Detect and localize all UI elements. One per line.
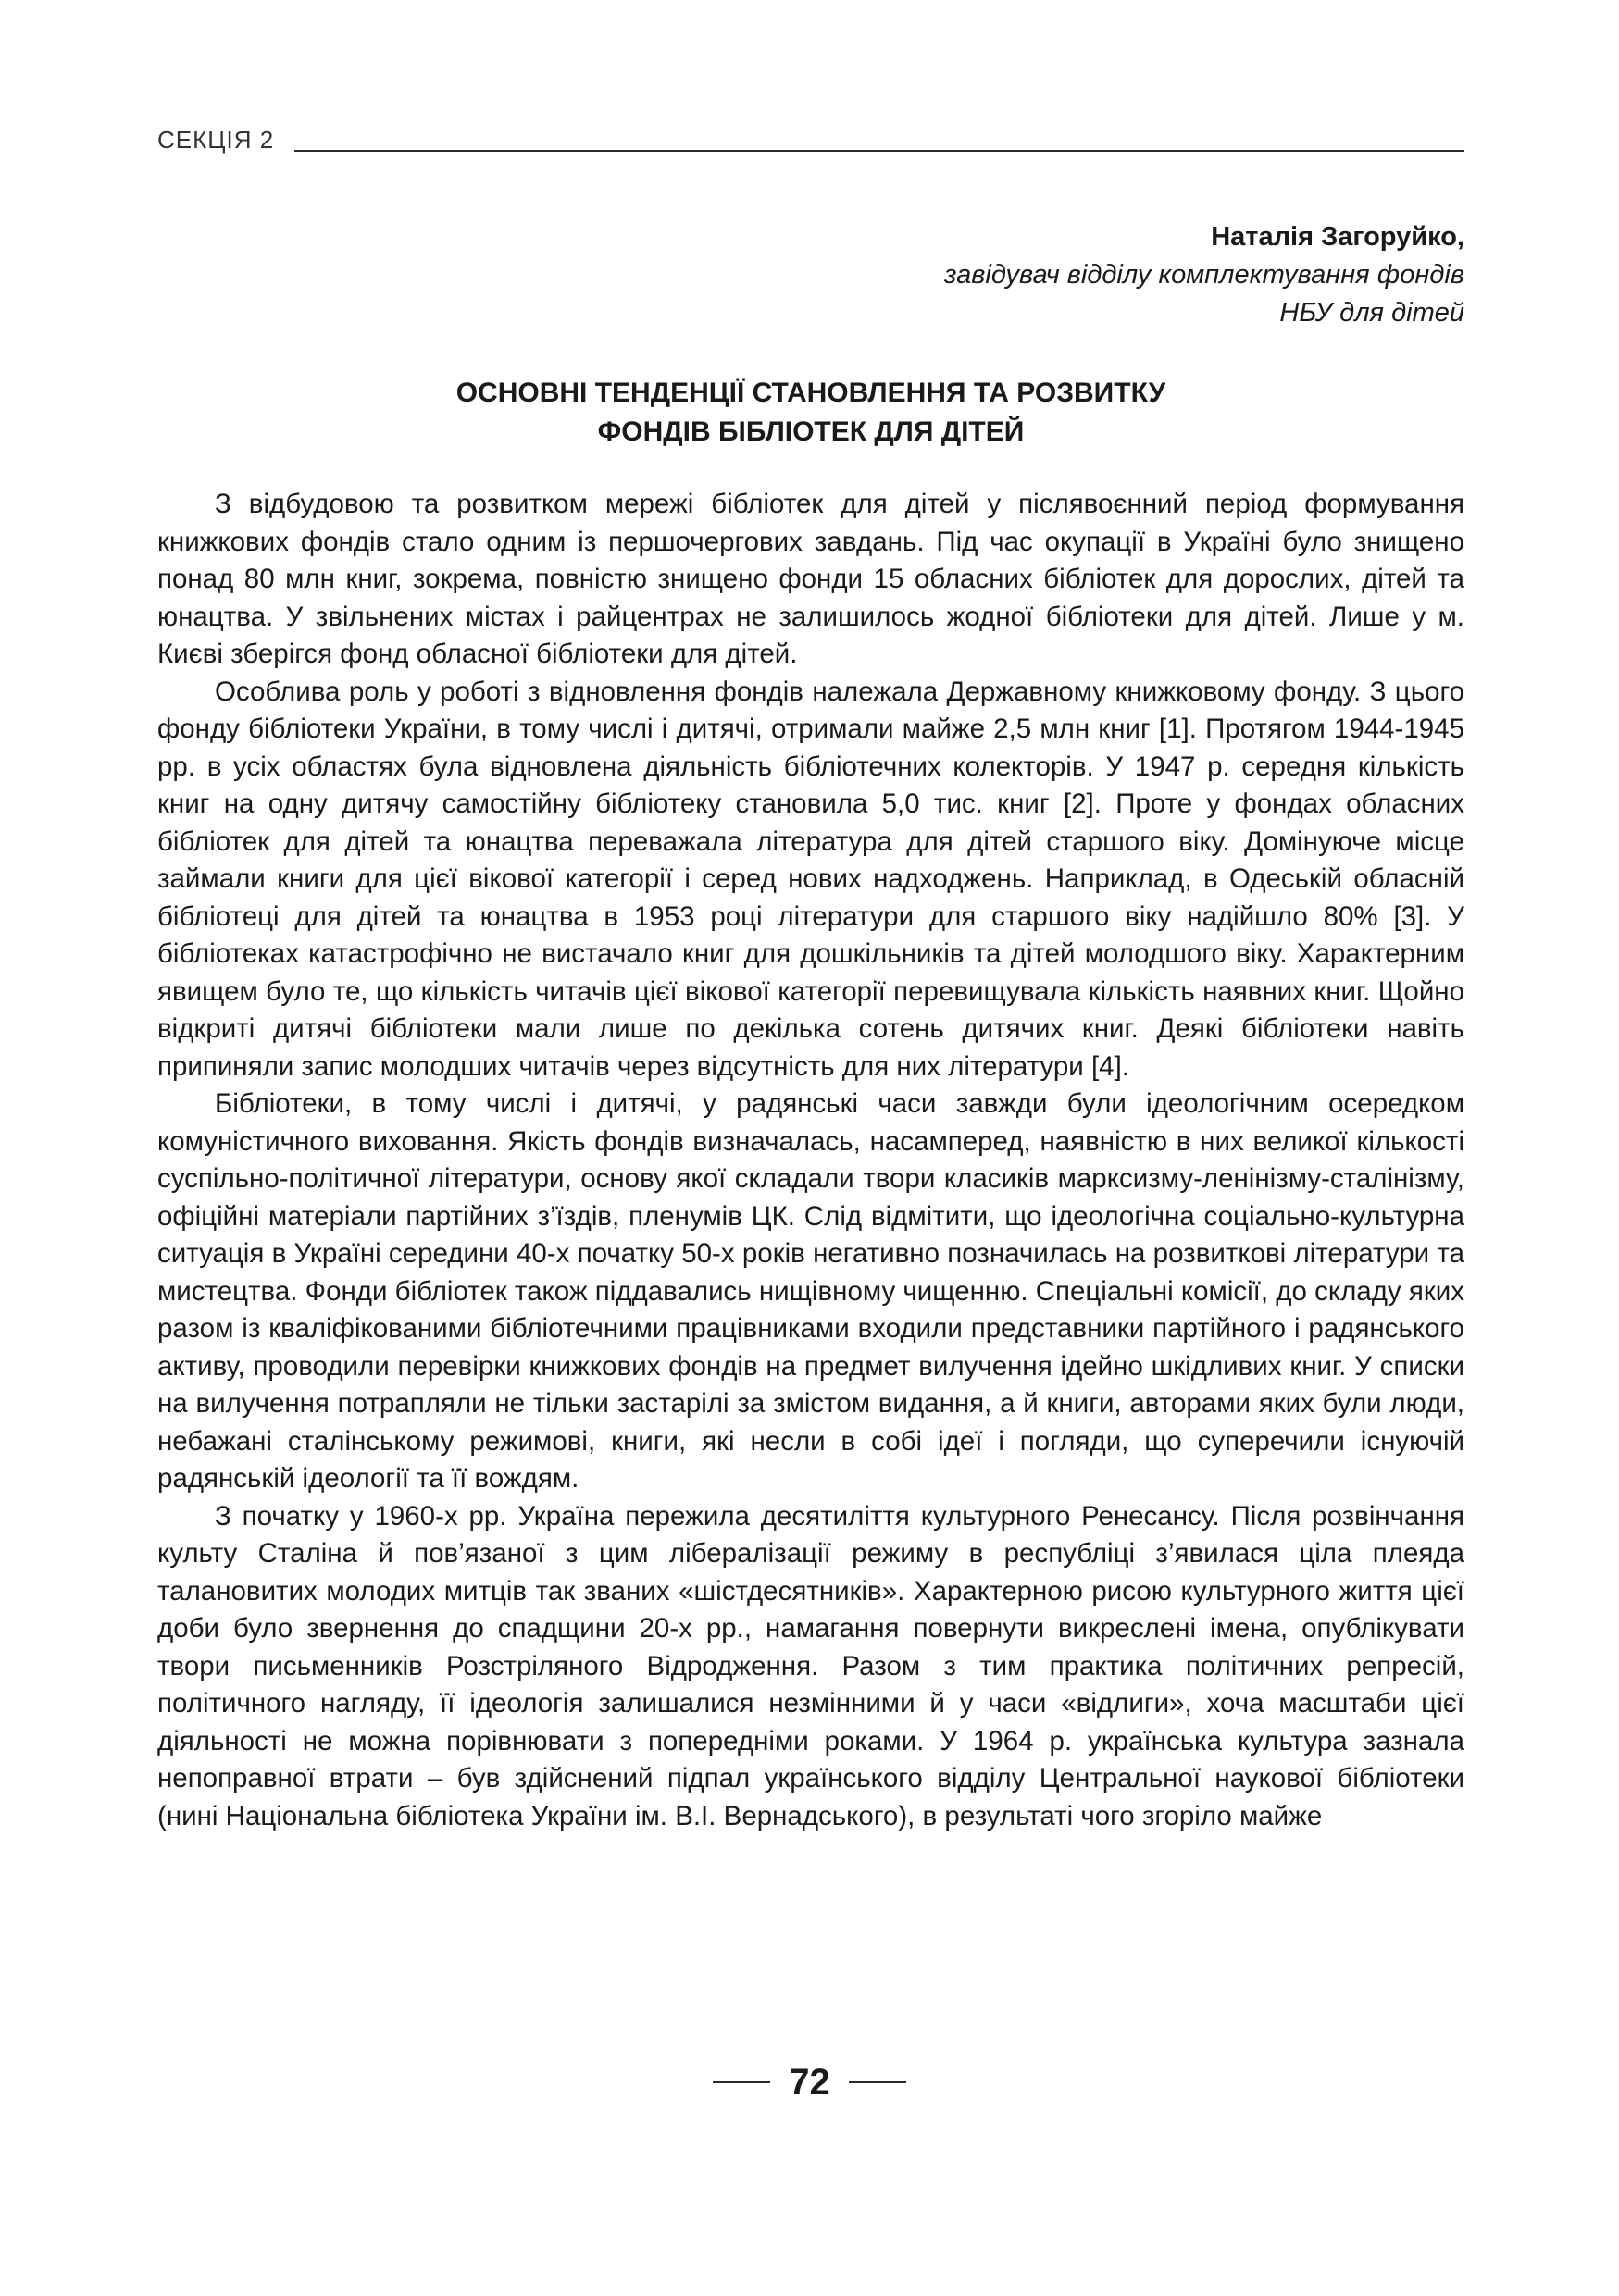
footer-rule-right [849, 2081, 906, 2083]
author-name: Наталія Загоруйко, [1211, 222, 1464, 252]
body-paragraph-1: З відбудовою та розвитком мережі бібліотек для дітей у післявоєнний період формування книжкових фондів стало одним із першочергових завдань. Під час окупації в Україні було знищено понад 80 млн книг, зокрема, повністю знищено фонди 15 обласних бібліотек для дорослих, дітей та юнацтва. У звільнених містах і райцентрах не залишилось жодної бібліотеки для дітей. Лише у м. Києві зберігся фонд обласної бібліотеки для дітей. [157, 489, 1464, 669]
author-block [944, 218, 1464, 332]
footer-rule-left [713, 2081, 770, 2083]
running-header [157, 118, 1464, 155]
section-label: СЕКЦІЯ 2 [157, 126, 275, 154]
page-footer [0, 2064, 1619, 2101]
author-role-line-1: завідувач відділу комплектування фондів [943, 260, 1464, 290]
article-title-line-1: ОСНОВНІ ТЕНДЕНЦІЇ СТАНОВЛЕННЯ ТА РОЗВИТКУ [455, 378, 1166, 408]
body-paragraph-3: Бібліотеки, в тому числі і дитячі, у радянські часи завжди були ідеологічним осередком комуністичного виховання. Якість фондів визначалась, насамперед, наявністю в них великої кількості суспільно-політичної літератури, основу якої складали твори класиків марксизму-ленінізму-сталінізму, офіційні матеріали партійних з’їздів, пленумів ЦК. Слід відмітити, що ідеологічна соціально-культурна ситуація в Україні середини 40-х початку 50-х років негативно позначилась на розвиткові літератури та мистецтва. Фонди бібліотек також піддавались нищівному чищенню. Спеціальні комісії, до складу яких разом із кваліфікованими бібліотечними працівниками входили представники партійного і радянського активу, проводили перевірки книжкових фондів на предмет вилучення ідейно шкідливих книг. У списки на вилучення потрапляли не тільки застарілі за змістом видання, а й книги, авторами яких були люди, небажані сталінському режимові, книги, які несли в собі ідеї і погляди, що суперечили існуючій радянській ідеології та її вождям. [157, 1088, 1464, 1494]
header-rule [294, 150, 1464, 152]
page-number: 72 [789, 2062, 830, 2103]
article-title-line-2: ФОНДІВ БІБЛІОТЕК ДЛЯ ДІТЕЙ [597, 416, 1025, 447]
body-paragraph-4: З початку у 1960-х рр. Україна пережила десятиліття культурного Ренесансу. Після розвінчання культу Сталіна й пов’язаної з цим лібералізації режиму в республіці з’явилася ціла плеяда талановитих молодих митців так званих «шістдесятників». Характерною рисою культурного життя цієї доби було звернення до спадщини 20-х рр., намагання повернути викреслені імена, опублікувати твори письменників Розстріляного Відродження. Разом з тим практика політичних репресій, політичного нагляду, її ідеологія залишалися незмінними й у часи «відлиги», хоча масштаби цієї діяльності не можна порівнювати з попередніми роками. У 1964 р. українська культура зазнала непоправної втрати – був здійснений підпал українського відділу Центральної наукової бібліотеки (нині Національна бібліотека України ім. В.І. Вернадського), в результаті чого згоріло майже [157, 1500, 1464, 1831]
author-role-line-2: НБУ для дітей [1279, 298, 1464, 328]
article-title [157, 374, 1464, 452]
body-paragraph-2: Особлива роль у роботі з відновлення фондів належала Державному книжковому фонду. З цього фонду бібліотеки України, в тому числі і дитячі, отримали майже 2,5 млн книг [1]. Протягом 1944-1945 рр. в усіх областях була відновлена діяльність бібліотечних колекторів. У 1947 р. середня кількість книг на одну дитячу самостійну бібліотеку становила 5,0 тис. книг [2]. Проте у фондах обласних бібліотек для дітей та юнацтва переважала література для дітей старшого віку. Домінуюче місце займали книги для цієї вікової категорії і серед нових надходжень. Наприклад, в Одеській обласній бібліотеці для дітей та юнацтва в 1953 році літератури для старшого віку надійшло 80% [3]. У бібліотеках катастрофічно не вистачало книг для дошкільників та дітей молодшого віку. Характерним явищем було те, що кількість читачів цієї вікової категорії перевищувала кількість наявних книг. Щойно відкриті дитячі бібліотеки мали лише по декілька сотень дитячих книг. Деякі бібліотеки навіть припиняли запис молодших читачів через відсутність для них літератури [4]. [157, 676, 1464, 1082]
article-body [157, 486, 1464, 1835]
